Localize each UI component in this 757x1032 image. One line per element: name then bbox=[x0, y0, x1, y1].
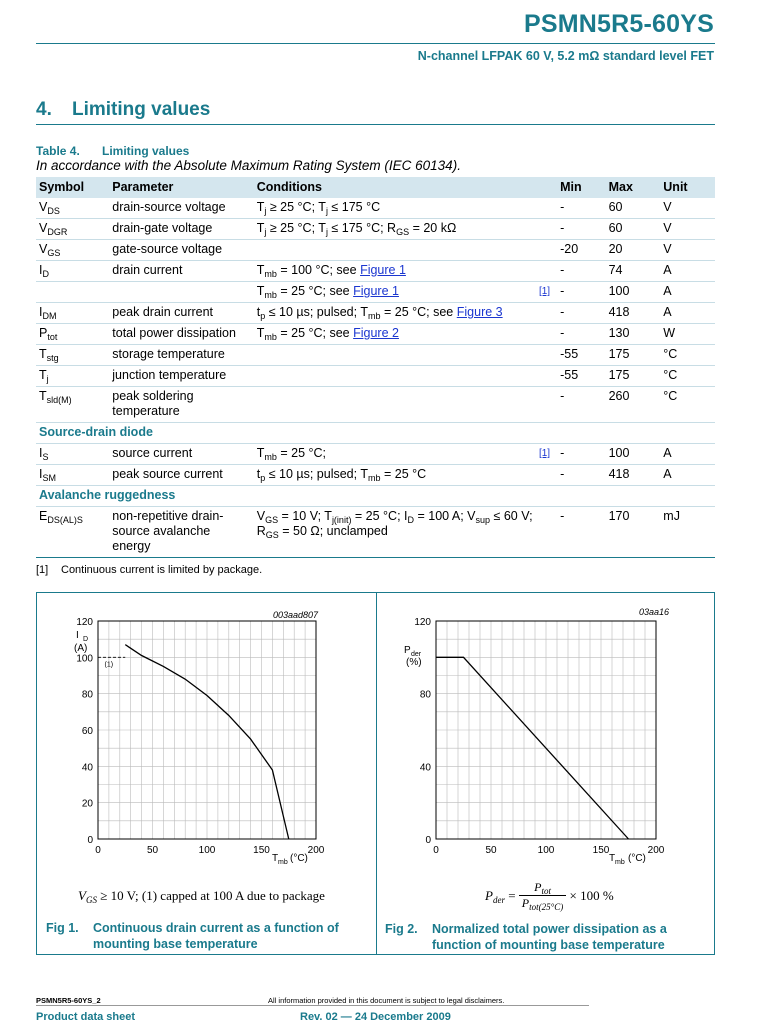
cell-conditions: [1] $T_{mb} = 25$ °C; bbox=[256, 446, 551, 462]
cell-parameter: drain-source voltage bbox=[112, 200, 226, 214]
table-section-row bbox=[36, 423, 715, 444]
cell-max: 175 bbox=[608, 368, 630, 382]
cell-max: 100 bbox=[608, 284, 630, 298]
cell-unit: mJ bbox=[663, 509, 680, 523]
cell-max: 260 bbox=[608, 389, 630, 403]
x-axis-label-unit: (°C) bbox=[290, 853, 308, 864]
chart-drain-current bbox=[60, 607, 350, 869]
y-axis-label-unit: (%) bbox=[406, 657, 422, 668]
x-tick-label: 0 bbox=[95, 845, 101, 856]
x-axis-label-subscript: mb bbox=[278, 859, 288, 866]
cell-symbol: $E_{DS(AL)S}$ bbox=[39, 509, 83, 525]
cell-conditions: $T_{mb} = 25$ °C; see Figure 2 bbox=[256, 326, 399, 342]
cell-conditions: $T_j \ge 25$ °C; $T_j \le 175$ °C bbox=[256, 200, 381, 216]
table-section-title: Avalanche ruggedness bbox=[39, 488, 176, 502]
y-tick-label: 120 bbox=[414, 617, 431, 628]
cell-unit: A bbox=[663, 284, 672, 298]
cell-conditions: $T_{mb} = 100$ °C; see Figure 1 bbox=[256, 263, 406, 279]
cell-symbol: $I_S$ bbox=[39, 446, 49, 462]
cell-symbol: $I_D$ bbox=[39, 263, 49, 279]
table-header-row bbox=[36, 177, 715, 198]
cell-min: -55 bbox=[560, 347, 579, 361]
col-header-conditions: Conditions bbox=[254, 177, 557, 198]
y-tick-label: 100 bbox=[76, 653, 93, 665]
x-tick-label: 50 bbox=[485, 845, 497, 856]
col-header-parameter: Parameter bbox=[109, 177, 253, 198]
footnote-ref-link[interactable]: [1] bbox=[538, 286, 551, 297]
cell-unit: A bbox=[663, 263, 672, 277]
x-axis-label-subscript: mb bbox=[615, 859, 625, 866]
figure-link[interactable]: Figure 1 bbox=[353, 284, 399, 298]
cell-unit: A bbox=[663, 446, 672, 460]
cell-conditions: $V_{GS} = 10$ V; $T_{j(init)} = 25$ °C; $I_D = 100$ A; $V_{sup} \le 60$ V; $R_{GS} = 50$ Ω; unclamped bbox=[256, 509, 533, 540]
y-tick-label: 0 bbox=[425, 835, 431, 846]
x-tick-label: 100 bbox=[537, 845, 555, 856]
table-row bbox=[36, 219, 715, 240]
y-tick-label: 80 bbox=[419, 689, 431, 701]
fig1-caption bbox=[46, 920, 339, 952]
table-row bbox=[36, 366, 715, 387]
y-tick-label: 40 bbox=[81, 762, 93, 774]
cell-parameter bbox=[109, 282, 253, 303]
y-axis-label-unit: (A) bbox=[74, 643, 88, 654]
cell-unit: A bbox=[663, 467, 672, 481]
cell-unit: °C bbox=[663, 389, 678, 403]
fig2-caption-line1: Normalized total power dissipation as a bbox=[432, 922, 667, 936]
x-tick-label: 150 bbox=[253, 845, 270, 856]
figure-link[interactable]: Figure 1 bbox=[360, 263, 406, 277]
cell-symbol: $T_{sld(M)}$ bbox=[39, 389, 72, 405]
section-rule bbox=[36, 124, 715, 125]
footer-doc-id: PSMN5R5-60YS_2 bbox=[36, 996, 101, 1005]
annotation-label: (1) bbox=[104, 661, 114, 669]
cell-unit: A bbox=[663, 305, 672, 319]
cell-max: 60 bbox=[608, 200, 623, 214]
footnote-text: Continuous current is limited by package. bbox=[61, 564, 263, 576]
x-tick-label: 200 bbox=[307, 845, 325, 856]
document-subtitle: N-channel LFPAK 60 V, 5.2 mΩ standard level FET bbox=[417, 49, 714, 63]
limiting-values-table bbox=[36, 177, 715, 558]
figure-link[interactable]: Figure 2 bbox=[353, 326, 399, 340]
cell-symbol bbox=[36, 282, 109, 303]
cell-conditions bbox=[254, 240, 557, 261]
cell-parameter: peak drain current bbox=[112, 305, 214, 319]
table-row bbox=[36, 240, 715, 261]
cell-min: - bbox=[560, 389, 565, 403]
fig1-caption-line1: Continuous drain current as a function of bbox=[93, 921, 339, 935]
footer-disclaimer: All information provided in this document is subject to legal disclaimers. bbox=[268, 996, 505, 1005]
cell-unit: °C bbox=[663, 347, 678, 361]
footnote bbox=[36, 564, 262, 576]
y-tick-label: 120 bbox=[76, 617, 93, 628]
table-row bbox=[36, 324, 715, 345]
fig1-label: Fig 1. bbox=[46, 921, 79, 935]
fig1-caption-line2: mounting base temperature bbox=[93, 937, 258, 951]
table-caption bbox=[36, 144, 189, 158]
cell-parameter: non-repetitive drain-source avalanche energy bbox=[112, 509, 224, 553]
cell-conditions: $t_p \le 10$ µs; pulsed; $T_{mb} = 25$ °C bbox=[256, 467, 427, 483]
chart-power-derating bbox=[395, 607, 685, 869]
cell-max: 418 bbox=[608, 467, 630, 481]
cell-unit: V bbox=[663, 221, 672, 235]
cell-parameter: gate-source voltage bbox=[112, 242, 223, 256]
y-axis-label-subscript: der bbox=[411, 651, 422, 658]
y-tick-label: 20 bbox=[81, 798, 93, 810]
figure-divider bbox=[376, 592, 377, 955]
cell-symbol: $P_{tot}$ bbox=[39, 326, 58, 342]
table-row bbox=[36, 387, 715, 423]
cell-min: - bbox=[560, 467, 565, 481]
footer-rule bbox=[36, 1005, 589, 1006]
header-rule bbox=[36, 43, 715, 44]
cell-symbol: $I_{DM}$ bbox=[39, 305, 57, 321]
cell-parameter: junction temperature bbox=[112, 368, 227, 382]
cell-parameter: storage temperature bbox=[112, 347, 225, 361]
cell-min: - bbox=[560, 200, 565, 214]
x-axis-label-symbol: T bbox=[609, 853, 616, 864]
y-tick-label: 80 bbox=[81, 689, 93, 701]
fig2-caption bbox=[385, 921, 667, 953]
fig1-formula: $V_{GS} \ge 10$ V; (1) capped at 100 A due to package bbox=[78, 888, 325, 905]
footer-doc-type: Product data sheet bbox=[36, 1011, 136, 1023]
cell-symbol: $T_j$ bbox=[39, 368, 49, 384]
col-header-max: Max bbox=[606, 177, 661, 198]
cell-symbol: $I_{SM}$ bbox=[39, 467, 56, 483]
col-header-min: Min bbox=[557, 177, 606, 198]
cell-parameter: drain current bbox=[112, 263, 183, 277]
cell-parameter: drain-gate voltage bbox=[112, 221, 213, 235]
cell-unit: °C bbox=[663, 368, 678, 382]
cell-symbol: $V_{DS}$ bbox=[39, 200, 60, 216]
cell-min: -55 bbox=[560, 368, 579, 382]
cell-symbol: $V_{DGR}$ bbox=[39, 221, 68, 237]
cell-parameter: source current bbox=[112, 446, 193, 460]
table-subtitle: In accordance with the Absolute Maximum Rating System (IEC 60134). bbox=[36, 158, 461, 173]
cell-max: 74 bbox=[608, 263, 623, 277]
cell-min: - bbox=[560, 305, 565, 319]
table-row bbox=[36, 345, 715, 366]
x-tick-label: 100 bbox=[198, 845, 216, 856]
table-row bbox=[36, 261, 715, 282]
figure-link[interactable]: Figure 3 bbox=[456, 305, 503, 319]
figure-code: 03aa16 bbox=[638, 607, 669, 617]
x-axis-label-symbol: T bbox=[272, 853, 279, 864]
cell-symbol: $V_{GS}$ bbox=[39, 242, 61, 258]
table-section-row bbox=[36, 486, 715, 507]
cell-min: - bbox=[560, 221, 565, 235]
cell-max: 175 bbox=[608, 347, 630, 361]
x-tick-label: 50 bbox=[146, 845, 159, 856]
y-tick-label: 40 bbox=[419, 762, 431, 774]
y-tick-label: 60 bbox=[81, 726, 93, 737]
cell-conditions bbox=[254, 366, 557, 387]
cell-max: 130 bbox=[608, 326, 630, 340]
x-tick-label: 150 bbox=[592, 845, 610, 856]
y-axis-label-subscript: D bbox=[83, 636, 89, 643]
table-row bbox=[36, 444, 715, 465]
cell-min: - bbox=[560, 284, 565, 298]
footnote-key: [1] bbox=[36, 564, 49, 576]
figure-code: 003aad807 bbox=[272, 610, 318, 620]
table-row bbox=[36, 303, 715, 324]
table-row bbox=[36, 198, 715, 219]
y-axis-label-symbol: P bbox=[404, 645, 411, 656]
cell-min: - bbox=[560, 326, 565, 340]
section-title: Limiting values bbox=[72, 99, 211, 120]
footnote-ref-link[interactable]: [1] bbox=[538, 448, 551, 459]
document-title: PSMN5R5-60YS bbox=[524, 10, 714, 38]
x-tick-label: 0 bbox=[433, 845, 439, 856]
cell-unit: V bbox=[663, 200, 672, 214]
cell-conditions bbox=[254, 387, 557, 423]
cell-parameter: peak source current bbox=[112, 467, 223, 481]
x-tick-label: 200 bbox=[647, 845, 665, 856]
cell-conditions: $T_j \ge 25$ °C; $T_j \le 175$ °C; $R_{GS} = 20$ kΩ bbox=[256, 221, 457, 237]
fig2-formula: $P_{der}$ = $P_{tot}$ $P_{tot(25^\circ C)}$ × 100 % bbox=[485, 880, 614, 912]
table-row bbox=[36, 465, 715, 486]
x-axis-label-unit: (°C) bbox=[628, 853, 646, 864]
section-heading bbox=[36, 99, 210, 121]
table-row bbox=[36, 282, 715, 303]
cell-parameter: total power dissipation bbox=[112, 326, 236, 340]
cell-unit: W bbox=[663, 326, 676, 340]
section-number: 4. bbox=[36, 99, 52, 120]
cell-conditions bbox=[254, 345, 557, 366]
y-tick-label: 0 bbox=[87, 835, 93, 846]
fig2-label: Fig 2. bbox=[385, 922, 418, 936]
y-axis-label-symbol: I bbox=[76, 630, 79, 641]
fig2-caption-line2: function of mounting base temperature bbox=[432, 938, 665, 952]
cell-unit: V bbox=[663, 242, 672, 256]
cell-max: 60 bbox=[608, 221, 623, 235]
cell-conditions: $t_p \le 10$ µs; pulsed; $T_{mb} = 25$ °C; see Figure 3 bbox=[256, 305, 503, 321]
col-header-unit: Unit bbox=[660, 177, 715, 198]
cell-conditions: [1] $T_{mb} = 25$ °C; see Figure 1 bbox=[256, 284, 551, 300]
cell-max: 20 bbox=[608, 242, 623, 256]
cell-min: - bbox=[560, 263, 565, 277]
cell-min: - bbox=[560, 509, 565, 523]
col-header-symbol: Symbol bbox=[36, 177, 109, 198]
table-row bbox=[36, 507, 715, 558]
table-section-title: Source-drain diode bbox=[39, 425, 153, 439]
table-label: Table 4. bbox=[36, 144, 80, 158]
cell-min: -20 bbox=[560, 242, 579, 256]
cell-max: 418 bbox=[608, 305, 630, 319]
footer-revision: Rev. 02 — 24 December 2009 bbox=[300, 1011, 451, 1023]
cell-symbol: $T_{stg}$ bbox=[39, 347, 59, 363]
cell-max: 170 bbox=[608, 509, 630, 523]
cell-max: 100 bbox=[608, 446, 630, 460]
table-title: Limiting values bbox=[102, 144, 190, 158]
cell-parameter: peak soldering temperature bbox=[112, 389, 194, 418]
cell-min: - bbox=[560, 446, 565, 460]
